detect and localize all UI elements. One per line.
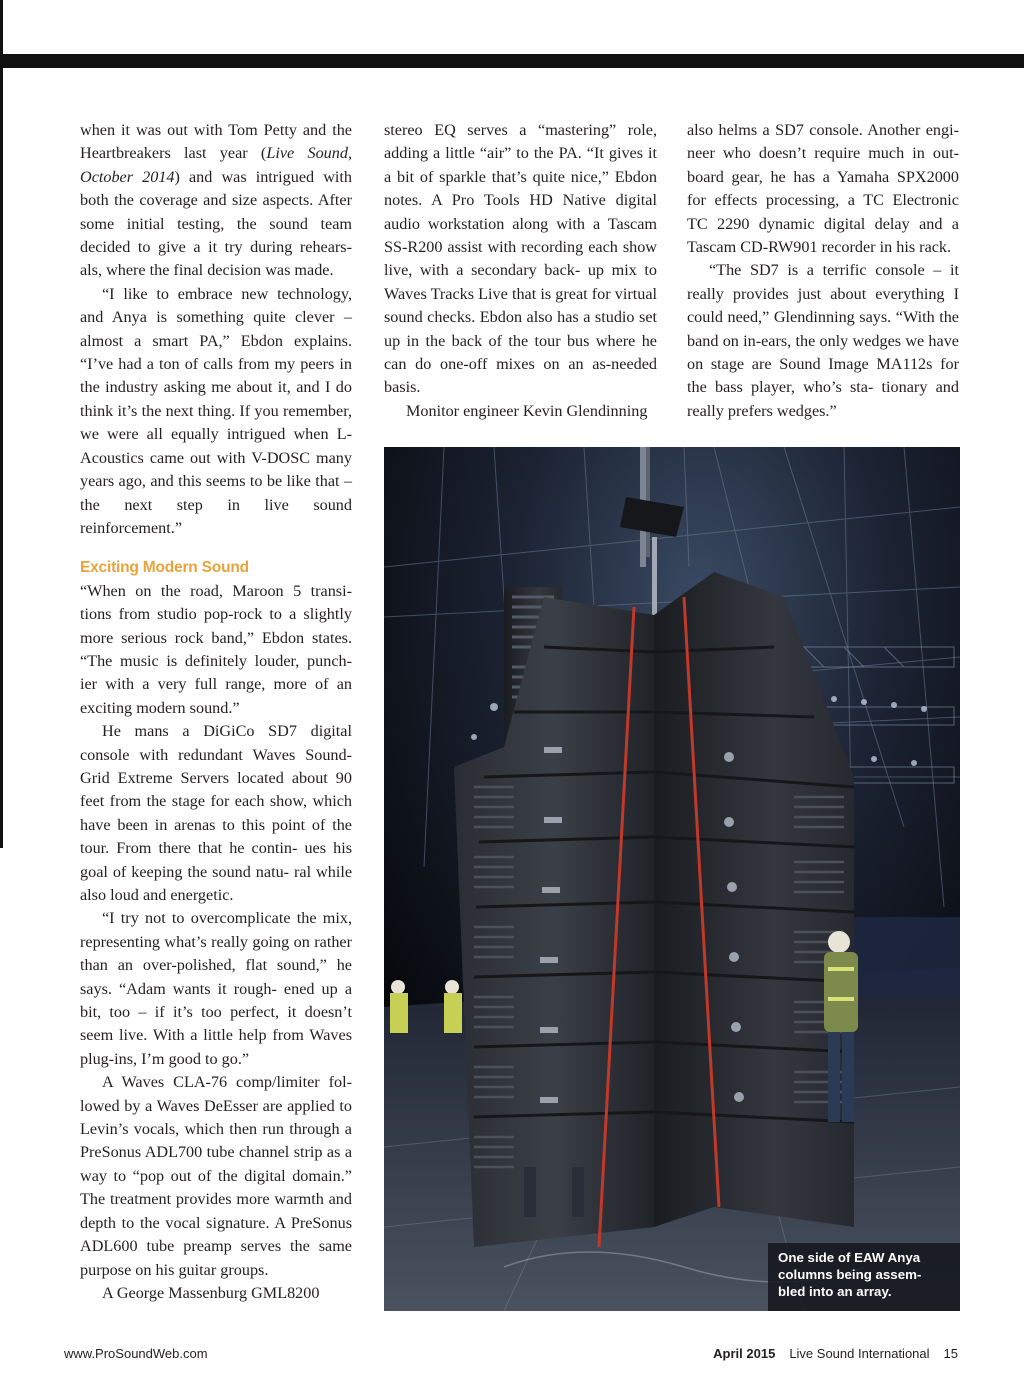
footer-page-number: 15 [943,1346,958,1361]
paragraph: when it was out with Tom Petty and the Heartbreakers last year (Live Sound, October 2014) and was intrigued with both the coverage and size aspects. After some initial testing, the sound team decided to give a it try during rehears- als, where the final decision was made. [80,121,352,280]
paragraph: “I try not to overcomplicate the mix, representing what’s really going on rather than an over-polished, flat sound,” he says. “Adam wants it rough- ened up a bit, too – if it’s too perfect, it doesn’t seem live. With a little help from Waves plug-ins, I’m good to go.” [80,909,352,1068]
left-edge-rule [0,0,3,54]
speaker-array-photo [384,447,960,1311]
paragraph: also helms a SD7 console. Another engi- neer who doesn’t require much in out- board gear, he has a Yamaha SPX2000 for effects processing, a TC Electronic TC 2290 dynamic digital delay and a Tascam CD-RW901 recorder in his rack. [687,121,959,257]
paragraph: “The SD7 is a terrific console – it really provides just about everything I could need,” Glendinning says. “With the band on in-ears, the only wedges we have on stage are Sound Image MA112s for the bass player, who’s sta- tionary and really prefers wedges.” [687,261,959,420]
footer-issue-date: April 2015 [713,1346,776,1361]
paragraph: Monitor engineer Kevin Glendinning [406,401,648,420]
photo-caption: One side of EAW Anya columns being assem- bled into an array. [768,1243,960,1311]
footer-url[interactable]: www.ProSoundWeb.com [64,1346,208,1361]
footer-magazine: Live Sound International [789,1346,930,1361]
article-column-1 [80,119,352,1305]
paragraph: stereo EQ serves a “mastering” role, adding a little “air” to the PA. “It gives it a bit of sparkle that’s quite nice,” Ebdon notes. A Pro Tools HD Native digital audio workstation along with a Tascam SS-R200 assist with recording each show live, with a secondary back- up mix to Waves Tracks Live that is great for virtual sound checks. Ebdon also has a studio set up in the back of the tour bus where he can do one-off mixes on an as-needed basis. [384,121,657,397]
section-subhead: Exciting Modern Sound [80,559,249,577]
paragraph: He mans a DiGiCo SD7 digital console with redundant Waves Sound- Grid Extreme Servers located about 90 feet from the stage for each show, which have been in arenas to this point of the tour. From there that he contin- ues his goal of keeping the sound natu- ral while also loud and energetic. [80,722,352,904]
paragraph: A Waves CLA-76 comp/limiter fol- lowed by a Waves DeEsser are applied to Levin’s vocals, which then run through a PreSonus ADL700 tube channel strip as a way to “pop out of the digital domain.” The treatment provides more warmth and depth to the vocal signature. A PreSonus ADL600 tube preamp serves the same purpose on his guitar groups. [80,1073,352,1279]
article-column-2 [384,119,657,423]
paragraph: “When on the road, Maroon 5 transi- tions from studio pop-rock to a slightly more serious rock band,” Ebdon states. “The music is definitely louder, punch- ier with a very full range, more of an exciting modern sound.” [80,581,352,717]
paragraph: “I like to embrace new technology, and Anya is something quite clever – almost a smart PA,” Ebdon explains. “I’ve had a ton of calls from my peers in the industry asking me about it, and I do think it’s the next thing. If you remember, we were all equally intrigued when L-Acoustics came out with V-DOSC many years ago, and this seems to be like that – the next step in live sound reinforcement.” [80,284,352,537]
footer-issue-info [713,1346,958,1361]
top-black-bar [0,54,1024,68]
paragraph: A George Massenburg GML8200 [102,1283,320,1302]
left-edge-rule-lower [0,68,3,848]
article-column-3 [687,119,959,423]
photo-illustration [384,447,960,1311]
